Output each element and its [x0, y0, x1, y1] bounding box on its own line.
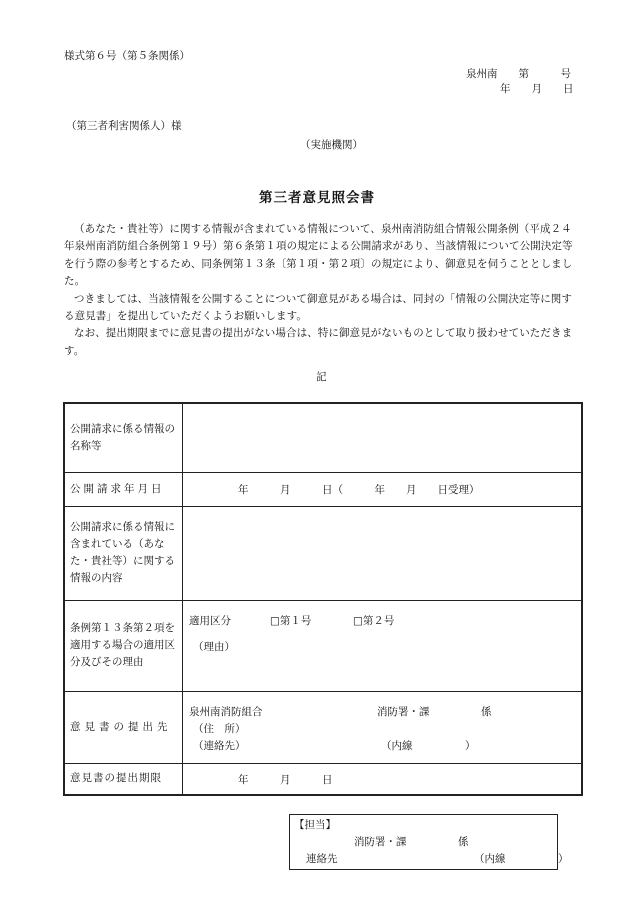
submit-to-field: [183, 691, 583, 763]
date-line: 年 月 日: [500, 83, 574, 95]
contact-dept: 消防署・課: [354, 836, 407, 848]
row-label-request-date: 公開請求年月日: [64, 472, 183, 506]
table-row: [64, 691, 582, 763]
org-name: 泉州南消防組合: [189, 705, 263, 718]
table-row: [64, 472, 582, 506]
contact-label: （連絡先）: [193, 739, 246, 752]
form-number: 様式第６号（第５条関係）: [64, 50, 190, 62]
option-1-checkbox[interactable]: □第１号: [270, 614, 312, 627]
addressee: （第三者利害関係人）様: [66, 120, 182, 132]
info-name-field[interactable]: [183, 403, 583, 472]
dept-label: 消防署・課: [377, 705, 430, 718]
row-label-category: 条例第１３条第２項を適用する場合の適用区分及びその理由: [64, 600, 183, 691]
body-text: [64, 221, 582, 360]
ki-heading: 記: [316, 371, 327, 383]
row-label-info-content: 公開請求に係る情報に含まれている（あなた・貴社等）に関する情報の内容: [64, 506, 183, 600]
request-date-value: 年 月 日（ 年 月 日受理）: [238, 483, 480, 496]
page-title: 第三者意見照会書: [259, 190, 375, 206]
extension-label: （内線 ）: [381, 739, 476, 752]
paragraph-1: （あなた・貴社等）に関する情報が含まれている情報について、泉州南消防組合情報公開条例（平成２４年泉州南消防組合条例第１９号）第６条第１項の規定による公開請求があり、当該情報について公開決定等を行う際の参考とするため、同条例第１３条〔第１項・第２項〕の規定により、御意見を伺うこととしました。: [64, 223, 573, 288]
row-label-submit-to: 意見書の提出先: [64, 691, 183, 763]
row-label-info-name: 公開請求に係る情報の名称等: [64, 403, 183, 472]
row-label-deadline: 意見書の提出期限: [64, 763, 183, 795]
contact-kakari: 係: [458, 836, 469, 848]
table-row: [64, 763, 582, 795]
contact-phone-label: 連絡先: [306, 853, 338, 865]
reason-label: （理由）: [193, 640, 235, 653]
info-table: [63, 402, 583, 796]
option-2-checkbox[interactable]: □第２号: [353, 614, 395, 627]
deadline-field[interactable]: [183, 763, 583, 795]
paragraph-3: なお、提出期限までに意見書の提出がない場合は、特に御意見がないものとして取り扱わせていただきます。: [64, 327, 573, 357]
contact-box: [289, 814, 569, 870]
request-date-field[interactable]: [183, 472, 583, 506]
address-label: （住 所）: [193, 722, 246, 735]
table-row: [64, 600, 582, 691]
table-row: [64, 403, 582, 472]
category-label: 適用区分: [189, 614, 231, 627]
info-content-field[interactable]: [183, 506, 583, 600]
deadline-value: 年 月 日: [238, 773, 333, 786]
document-number: 泉州南 第 号: [466, 68, 571, 80]
table-row: [64, 506, 582, 600]
paragraph-2: つきましては、当該情報を公開することについて御意見がある場合は、同封の「情報の公開決定等に関する意見書」を提出していただくようお願いします。: [64, 292, 572, 323]
issuer: （実施機関）: [300, 139, 363, 151]
contact-title: 【担当】: [294, 819, 336, 831]
category-field: [183, 600, 583, 691]
kakari-label: 係: [481, 705, 492, 718]
contact-extension: （内線 ）: [474, 853, 569, 865]
